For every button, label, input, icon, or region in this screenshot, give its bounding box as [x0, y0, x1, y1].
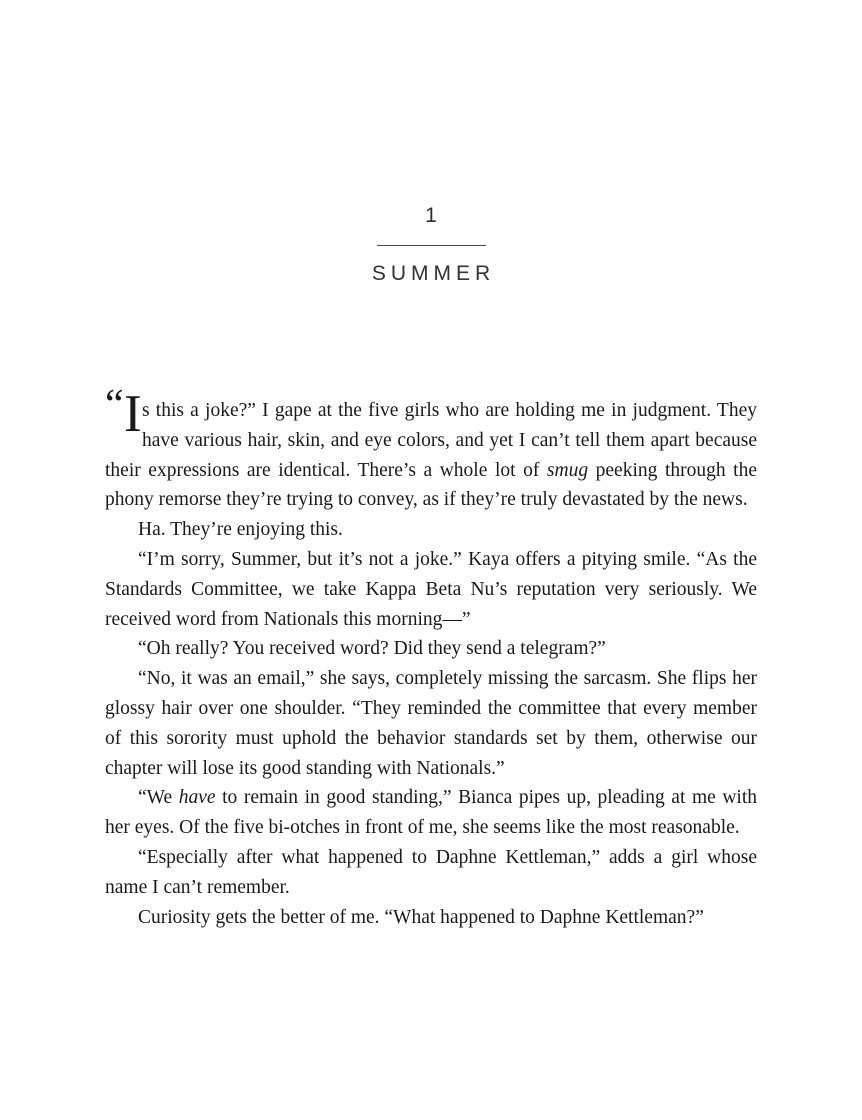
paragraph: [105, 382, 757, 515]
chapter-header: [0, 0, 862, 284]
text-run: Ha. They’re enjoying this.: [138, 519, 343, 541]
text-run: “We: [138, 787, 179, 809]
text-run: “I’m sorry, Summer, but it’s not a joke.” Kaya offers a pitying smile. “As the Standards Committee, we take Kappa Beta Nu’s reputation very seriously. We received word from Nationals this morning—”: [105, 548, 757, 630]
italic-text: have: [178, 787, 216, 809]
paragraph: [105, 634, 757, 664]
paragraph: [105, 664, 757, 783]
paragraph: [105, 515, 757, 545]
drop-cap: [105, 382, 142, 455]
paragraph: [105, 783, 757, 843]
paragraph: [105, 545, 757, 634]
text-run: peeking through the phony remorse they’re trying to convey, as if they’re truly devastated by the news.: [105, 459, 757, 511]
text-run: to remain in good standing,” Bianca pipes up, pleading at me with her eyes. Of the five bi-otches in front of me, she seems like the most reasonable.: [105, 787, 758, 839]
chapter-number: 1: [425, 204, 437, 227]
paragraph: [105, 903, 757, 933]
text-run: Curiosity gets the better of me. “What happened to Daphne Kettleman?”: [138, 906, 704, 928]
chapter-title: SUMMER: [371, 262, 496, 285]
italic-text: smug: [546, 459, 589, 481]
body-text: [105, 382, 758, 932]
text-run: “Oh really? You received word? Did they send a telegram?”: [138, 638, 606, 660]
drop-cap-letter: I: [124, 385, 142, 443]
chapter-divider: [377, 245, 486, 246]
paragraph: [105, 843, 757, 903]
text-run: “No, it was an email,” she says, completely missing the sarcasm. She flips her glossy hair over one shoulder. “They reminded the committee that every member of this sorority must uphold the behavior standards set by them, otherwise our chapter will lose its good standing with Nationals.”: [105, 668, 757, 779]
drop-cap-quote: “: [105, 382, 124, 428]
text-run: “Especially after what happened to Daphne Kettleman,” adds a girl whose name I can’t remember.: [105, 846, 757, 898]
text-run: s this a joke?” I gape at the five girls who are holding me in judgment. They have various hair, skin, and eye colors, and yet I can’t tell them apart because their expressions are identical. There’s a whole lot of: [105, 400, 757, 481]
